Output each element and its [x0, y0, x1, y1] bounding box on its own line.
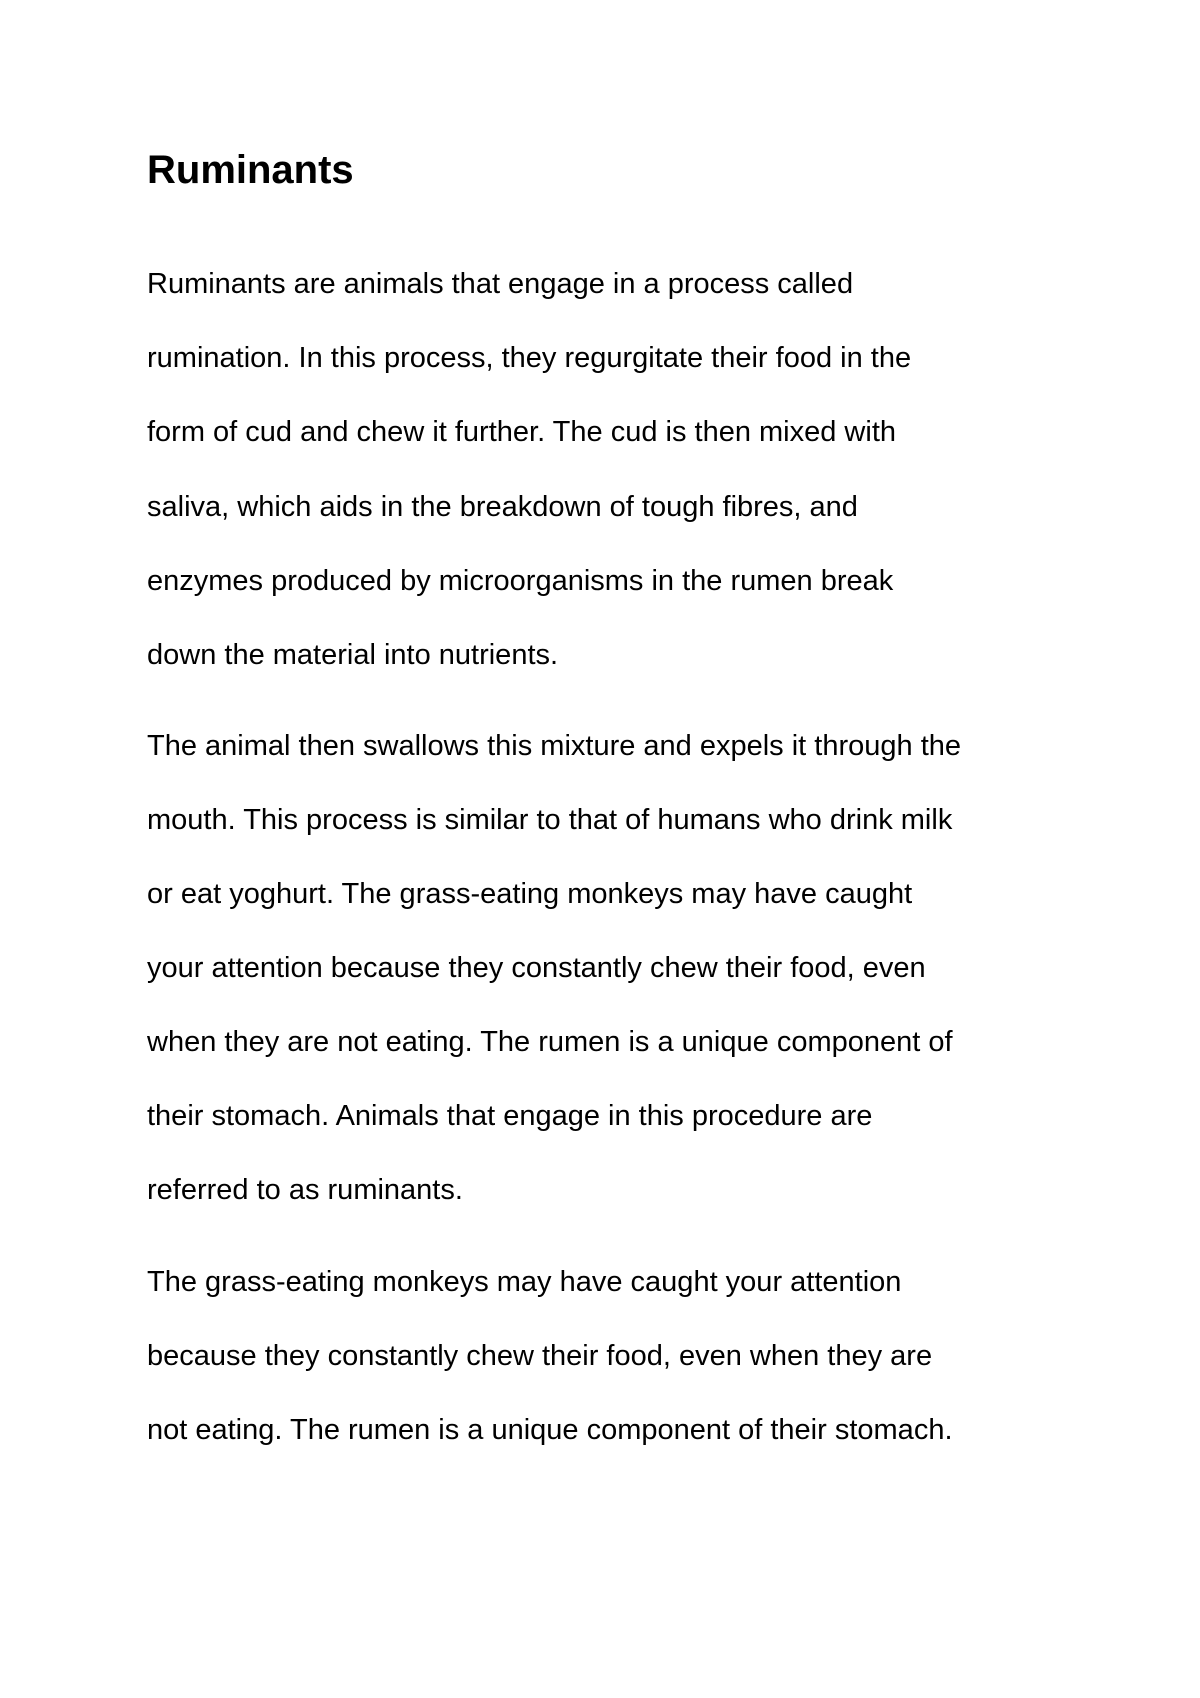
paragraph-1-line-2: rumination. In this process, they regurgitate their food in the: [147, 342, 912, 374]
paragraph-2-line-6: their stomach. Animals that engage in this procedure are: [147, 1100, 873, 1132]
paragraph-1-line-1: Ruminants are animals that engage in a process called: [147, 268, 854, 300]
paragraph-2-line-5: when they are not eating. The rumen is a unique component of: [147, 1026, 953, 1058]
paragraph-2-line-4: your attention because they constantly chew their food, even: [147, 952, 926, 984]
paragraph-1-line-3: form of cud and chew it further. The cud is then mixed with: [147, 416, 897, 448]
document-title: Ruminants: [147, 148, 354, 192]
paragraph-2-line-7: referred to as ruminants.: [147, 1174, 463, 1206]
paragraph-2-line-2: mouth. This process is similar to that of humans who drink milk: [147, 804, 953, 836]
paragraph-1-line-5: enzymes produced by microorganisms in the rumen break: [147, 565, 894, 597]
paragraph-3-line-3: not eating. The rumen is a unique component of their stomach.: [147, 1414, 953, 1446]
paragraph-3-line-2: because they constantly chew their food, even when they are: [147, 1340, 933, 1372]
paragraph-1-line-6: down the material into nutrients.: [147, 639, 559, 671]
paragraph-2-line-1: The animal then swallows this mixture and expels it through the: [147, 730, 962, 762]
paragraph-2-line-3: or eat yoghurt. The grass-eating monkeys may have caught: [147, 878, 913, 910]
paragraph-1-line-4: saliva, which aids in the breakdown of tough fibres, and: [147, 491, 858, 523]
paragraph-3-line-1: The grass-eating monkeys may have caught your attention: [147, 1266, 902, 1298]
